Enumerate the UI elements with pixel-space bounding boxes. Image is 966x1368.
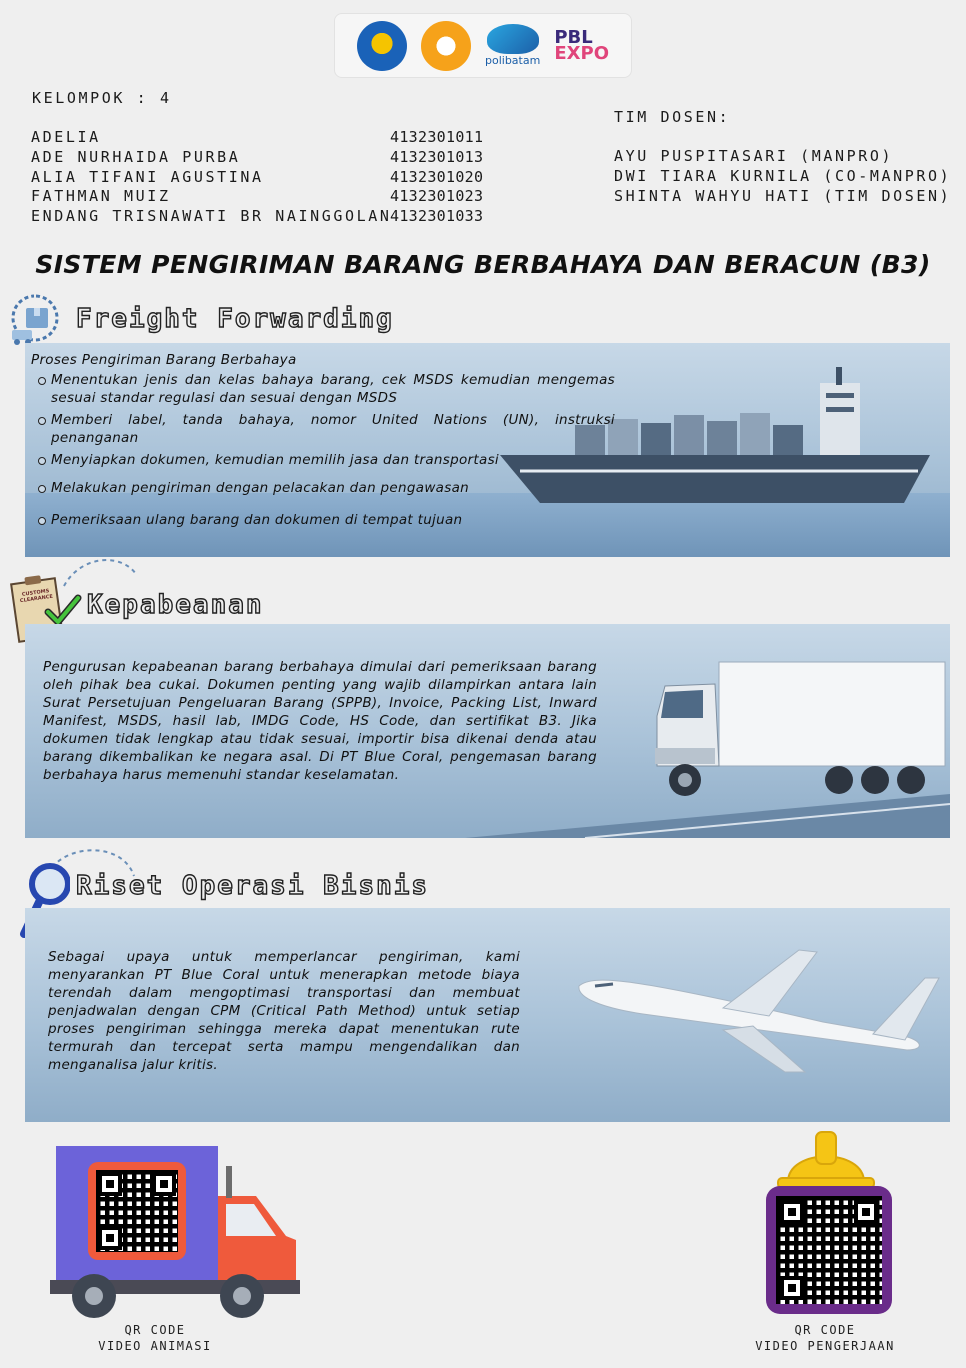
freight-heading: Freight Forwarding bbox=[76, 304, 394, 334]
list-item: Memberi label, tanda bahaya, nomor United Nations (UN), instruksi penanganan bbox=[31, 411, 615, 447]
dosen-name: AYU PUSPITASARI (MANPRO) bbox=[614, 147, 894, 165]
qr-caption-right bbox=[740, 1322, 910, 1354]
riset-heading: Riset Operasi Bisnis bbox=[76, 871, 430, 901]
member-name: ENDANG TRISNAWATI BR NAINGGOLAN bbox=[31, 207, 392, 226]
logos-bar bbox=[334, 13, 632, 78]
freight-icon bbox=[8, 290, 70, 350]
qr-frame-right bbox=[766, 1186, 892, 1314]
member-nim: 4132301020 bbox=[390, 167, 484, 186]
expo-logo-text: EXPO bbox=[554, 42, 609, 64]
diversity-logo bbox=[421, 21, 471, 71]
member-name: FATHMAN MUIZ bbox=[31, 187, 171, 206]
member-names bbox=[31, 128, 392, 227]
member-name: ADELIA bbox=[31, 128, 101, 146]
member-nims bbox=[390, 128, 483, 227]
kepabeanan-panel bbox=[25, 624, 950, 838]
polibatam-logo-text: polibatam bbox=[485, 54, 541, 67]
polibatam-logo bbox=[485, 24, 540, 67]
airplane-image bbox=[573, 938, 943, 1078]
truck-image bbox=[649, 656, 949, 816]
dosen-name: DWI TIARA KURNILA (CO-MANPRO) bbox=[614, 166, 952, 185]
kepabeanan-heading: Kepabeanan bbox=[87, 590, 264, 620]
hard-hat-icon bbox=[776, 1128, 876, 1192]
poster-title: SISTEM PENGIRIMAN BARANG BERBAHAYA DAN BERACUN (B3) bbox=[35, 250, 931, 279]
kemdikbud-logo bbox=[357, 21, 407, 71]
list-item: Pemeriksaan ulang barang dan dokumen di tempat tujuan bbox=[31, 511, 615, 529]
qr-caption-left-line1: QR CODE bbox=[124, 1323, 186, 1337]
list-item: Menyiapkan dokumen, kemudian memilih jasa dan transportasi bbox=[31, 451, 615, 469]
pbl-logo-text: PBL bbox=[554, 26, 593, 48]
member-name: ALIA TIFANI AGUSTINA bbox=[31, 167, 264, 186]
dosen-title: TIM DOSEN: bbox=[614, 108, 731, 126]
qr-caption-left-line2: VIDEO ANIMASI bbox=[98, 1339, 212, 1353]
kepabeanan-text: Pengurusan kepabeanan barang berbahaya dimulai dari pemeriksaan barang oleh pihak bea cukai. Dokumen penting yang wajib dilampirkan antara lain Surat Persetujuan Pengeluaran Barang (SPPB), Invoice, Packing List, Inward Manifest, MSDS, hasil lab, IMDG Code, HS Code, dan sertifikat B3. Jika dokumen tidak lengkap atau tidak sesuai, importir bisa dikenai denda atau barang dikembalikan ke negara asal. Di PT Blue Coral, pengemasan barang berbahaya harus memenuhi standar keselamatan. bbox=[43, 659, 597, 783]
list-item: Menentukan jenis dan kelas bahaya barang, cek MSDS kemudian mengemas sesuai standar regulasi dan sesuai dengan MSDS bbox=[31, 371, 615, 407]
kelompok-label: KELOMPOK : 4 bbox=[32, 89, 172, 107]
pbl-expo-logo bbox=[554, 26, 609, 64]
member-nim: 4132301011 bbox=[390, 128, 484, 146]
dosen-list bbox=[614, 147, 951, 206]
riset-text: Sebagai upaya untuk memperlancar pengiriman, kami menyarankan PT Blue Coral untuk menerapkan metode biaya terendah dalam mengoptimasi transportasi dan membuat penjadwalan dengan CPM (Critical Path Method) untuk setiap proses pengiriman sehingga mereka dapat menentukan rute termurah dan tercepat serta mampu mengendalikan dan menganalisa jalur kritis. bbox=[48, 949, 520, 1073]
list-item: Melakukan pengiriman dengan pelacakan dan pengawasan bbox=[31, 479, 615, 497]
member-nim: 4132301023 bbox=[390, 187, 484, 206]
qr-code-animasi[interactable] bbox=[96, 1170, 178, 1252]
riset-panel bbox=[25, 908, 950, 1122]
qr-caption-right-line1: QR CODE bbox=[794, 1323, 856, 1337]
checkmark-icon bbox=[44, 594, 82, 628]
member-nim: 4132301033 bbox=[390, 207, 484, 226]
customs-clearance-label: CUSTOMS CLEARANCE bbox=[19, 588, 54, 605]
freight-steps-list bbox=[31, 371, 615, 533]
member-nim: 4132301013 bbox=[390, 147, 484, 166]
member-name: ADE NURHAIDA PURBA bbox=[31, 147, 241, 166]
freight-panel bbox=[25, 343, 950, 557]
freight-intro: Proses Pengiriman Barang Berbahaya bbox=[31, 352, 297, 368]
qr-caption-right-line2: VIDEO PENGERJAAN bbox=[755, 1339, 895, 1353]
dosen-name: SHINTA WAHYU HATI (TIM DOSEN) bbox=[614, 186, 952, 205]
qr-caption-left bbox=[70, 1322, 240, 1354]
qr-frame-left bbox=[88, 1162, 186, 1260]
qr-code-pengerjaan[interactable] bbox=[776, 1196, 882, 1304]
